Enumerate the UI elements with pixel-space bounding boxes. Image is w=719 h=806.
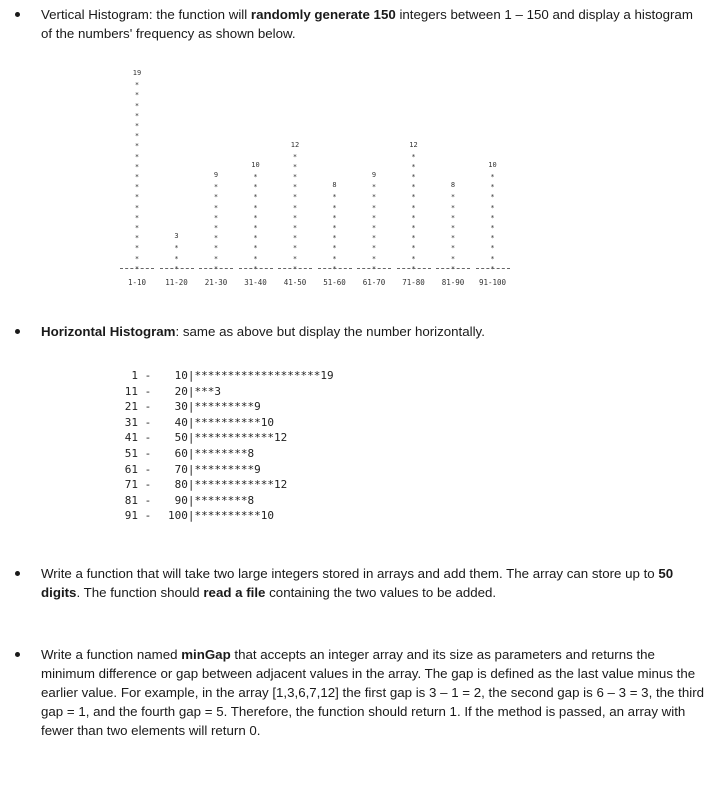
column-dash-line [436,268,470,269]
column-range-label: 91-100 [478,278,507,287]
histogram-column [280,140,310,274]
row-range-high: 10 [174,369,188,382]
row-range-high: 80 [174,478,188,492]
row-stars: |********* [187,400,255,414]
bullet-dot [15,652,20,657]
row-stars: |******** [187,446,248,460]
text-run: integers between 1 – 150 and display a histogram of the numbers' frequency as shown below. [41,7,693,41]
row-stars: |************ [187,478,274,492]
row-range-low: 1 [131,369,138,382]
bullet-dot [15,571,20,576]
row-range-high: 30 [174,400,188,414]
column-range-label: 61-70 [362,278,386,287]
histogram-row [118,508,334,524]
column-dash-line [397,268,431,269]
text-run: : same as above but display the number horizontally. [175,324,485,339]
column-count-label: 9 [371,171,377,180]
row-range-separator: - [138,415,158,429]
bullet-large-integers [41,564,705,602]
row-range-low: 91 [124,509,138,523]
row-range-low: 71 [124,478,138,492]
row-count-label: 12 [273,431,288,445]
histogram-column [399,140,429,274]
column-dash-line [318,268,352,269]
column-range-label: 71-80 [402,278,425,287]
row-stars: |********** [187,415,261,429]
row-count-label: 8 [247,446,255,460]
row-range-separator: - [138,509,158,523]
vertical-histogram [112,58,512,290]
bold-text-run: 50 digits [41,566,674,600]
text-run: Write a function named [41,647,182,662]
histogram-column [359,170,389,274]
column-range-label: 41-50 [283,278,307,287]
column-stars: * * * * * * * * * * [490,172,495,273]
row-range-low: 81 [124,493,138,507]
column-dash-line [160,268,194,269]
bullet-dot [15,12,20,17]
bullet-text [41,566,673,600]
row-count-label: 3 [214,384,221,398]
column-count-label: 19 [132,69,142,78]
bullet-text [41,647,704,738]
text-run: Vertical Histogram: the function will [41,7,251,22]
row-range-high: 90 [174,493,188,507]
column-stars: * * * * * * * * [332,193,337,273]
histogram-row [118,477,334,493]
row-stars: |********* [187,462,255,476]
histogram-row [118,446,334,462]
row-range-separator: - [138,384,158,398]
row-range-low: 11 [124,384,138,398]
bullet-dot [15,329,20,334]
bold-text-run: minGap [181,647,231,662]
row-stars: |******************* [187,369,321,382]
row-range-high: 100 [168,509,188,523]
column-count-label: 3 [174,232,179,241]
histogram-column [320,180,350,274]
row-stars: |******** [187,493,248,507]
vertical-histogram-labels [112,272,532,292]
column-dash-line [476,268,510,269]
column-range-label: 21-30 [204,278,228,287]
row-range-separator: - [138,493,158,507]
row-count-label: 10 [260,415,274,429]
row-count-label: 8 [247,493,255,507]
row-count-label: 10 [260,509,274,523]
row-range-high: 50 [174,431,188,445]
column-dash-line [357,268,391,269]
bullet-horizontal-histogram [41,322,705,341]
column-count-label: 8 [332,181,337,190]
histogram-row [118,415,334,431]
row-range-low: 41 [124,431,138,445]
row-range-high: 60 [174,446,188,460]
histogram-row [118,493,334,509]
column-count-label: 12 [409,140,418,149]
row-stars: |********** [187,509,261,523]
column-count-label: 10 [488,160,497,169]
row-range-low: 31 [124,415,138,429]
row-range-separator: - [138,446,158,460]
histogram-column [478,160,508,274]
histogram-column [438,180,468,274]
column-dash-line [239,268,273,269]
column-stars: * * * * * * * * * [213,183,219,273]
row-range-high: 40 [174,415,188,429]
bold-text-run: Horizontal Histogram [41,324,176,339]
column-range-label: 1-10 [127,278,147,287]
row-range-high: 70 [174,462,188,476]
row-count-label: 9 [254,462,261,476]
row-range-separator: - [138,478,158,492]
column-dash-line [199,268,233,269]
row-count-label: 9 [254,400,261,414]
histogram-column [241,160,271,274]
histogram-column [201,170,231,274]
text-run: containing the two values to be added. [265,585,497,600]
row-range-low: 51 [124,446,138,460]
row-range-separator: - [138,369,158,382]
column-stars: * * * * * * * * * * [253,172,258,273]
text-run: Write a function that will take two large integers stored in arrays and add them. The array can store up to [41,566,659,581]
column-count-label: 8 [450,181,456,190]
bold-text-run: read a file [203,585,266,600]
column-dash-line [278,268,312,269]
row-range-separator: - [138,462,158,476]
column-range-label: 11-20 [165,278,188,287]
column-stars: * * * * * * * * * [371,183,377,273]
row-count-label: 19 [320,369,334,382]
histogram-row [118,399,334,415]
column-stars: * * * * * * * * [450,193,456,273]
bullet-text [41,7,693,41]
column-stars: * * * [174,244,179,273]
row-range-separator: - [138,431,158,445]
bullet-vertical-histogram [41,5,705,43]
histogram-column [122,68,152,274]
bullet-text [41,324,485,339]
column-stars: * * * * * * * * * * * * * * * * * * * [134,81,140,273]
row-count-label: 12 [273,478,288,492]
histogram-row [118,368,334,384]
column-stars: * * * * * * * * * * * * [411,152,416,273]
horizontal-histogram [118,368,334,524]
text-run: that accepts an integer array and its size as parameters and returns the minimum difference or gap between adjacent values in the array. The gap is defined as the last value minus the earlier value. For example, in the array [1,3,6,7,12] the first gap is 3 – 1 = 2, the second gap is 6 – 3 = 3, the third gap = 1, and the fourth gap = 5. Therefore, the function should return 1. If the method is passed, an array with fewer than two elements will return 0. [41,647,705,738]
bullet-min-gap [41,645,705,740]
column-count-label: 9 [213,171,219,180]
histogram-row [118,462,334,478]
row-stars: |*** [187,384,215,398]
row-stars: |************ [187,431,274,445]
text-run: . The function should [76,585,204,600]
histogram-row [118,430,334,446]
column-range-label: 81-90 [441,278,465,287]
column-range-label: 31-40 [244,278,267,287]
row-range-separator: - [138,400,158,414]
column-range-label: 51-60 [323,278,346,287]
bold-text-run: randomly generate 150 [250,7,396,22]
row-range-low: 61 [124,462,138,476]
column-count-label: 10 [251,160,260,169]
row-range-low: 21 [124,400,138,414]
column-stars: * * * * * * * * * * * * [292,152,298,273]
column-dash-line [120,268,154,269]
row-range-high: 20 [174,384,188,398]
histogram-row [118,384,334,400]
column-count-label: 12 [290,140,300,149]
